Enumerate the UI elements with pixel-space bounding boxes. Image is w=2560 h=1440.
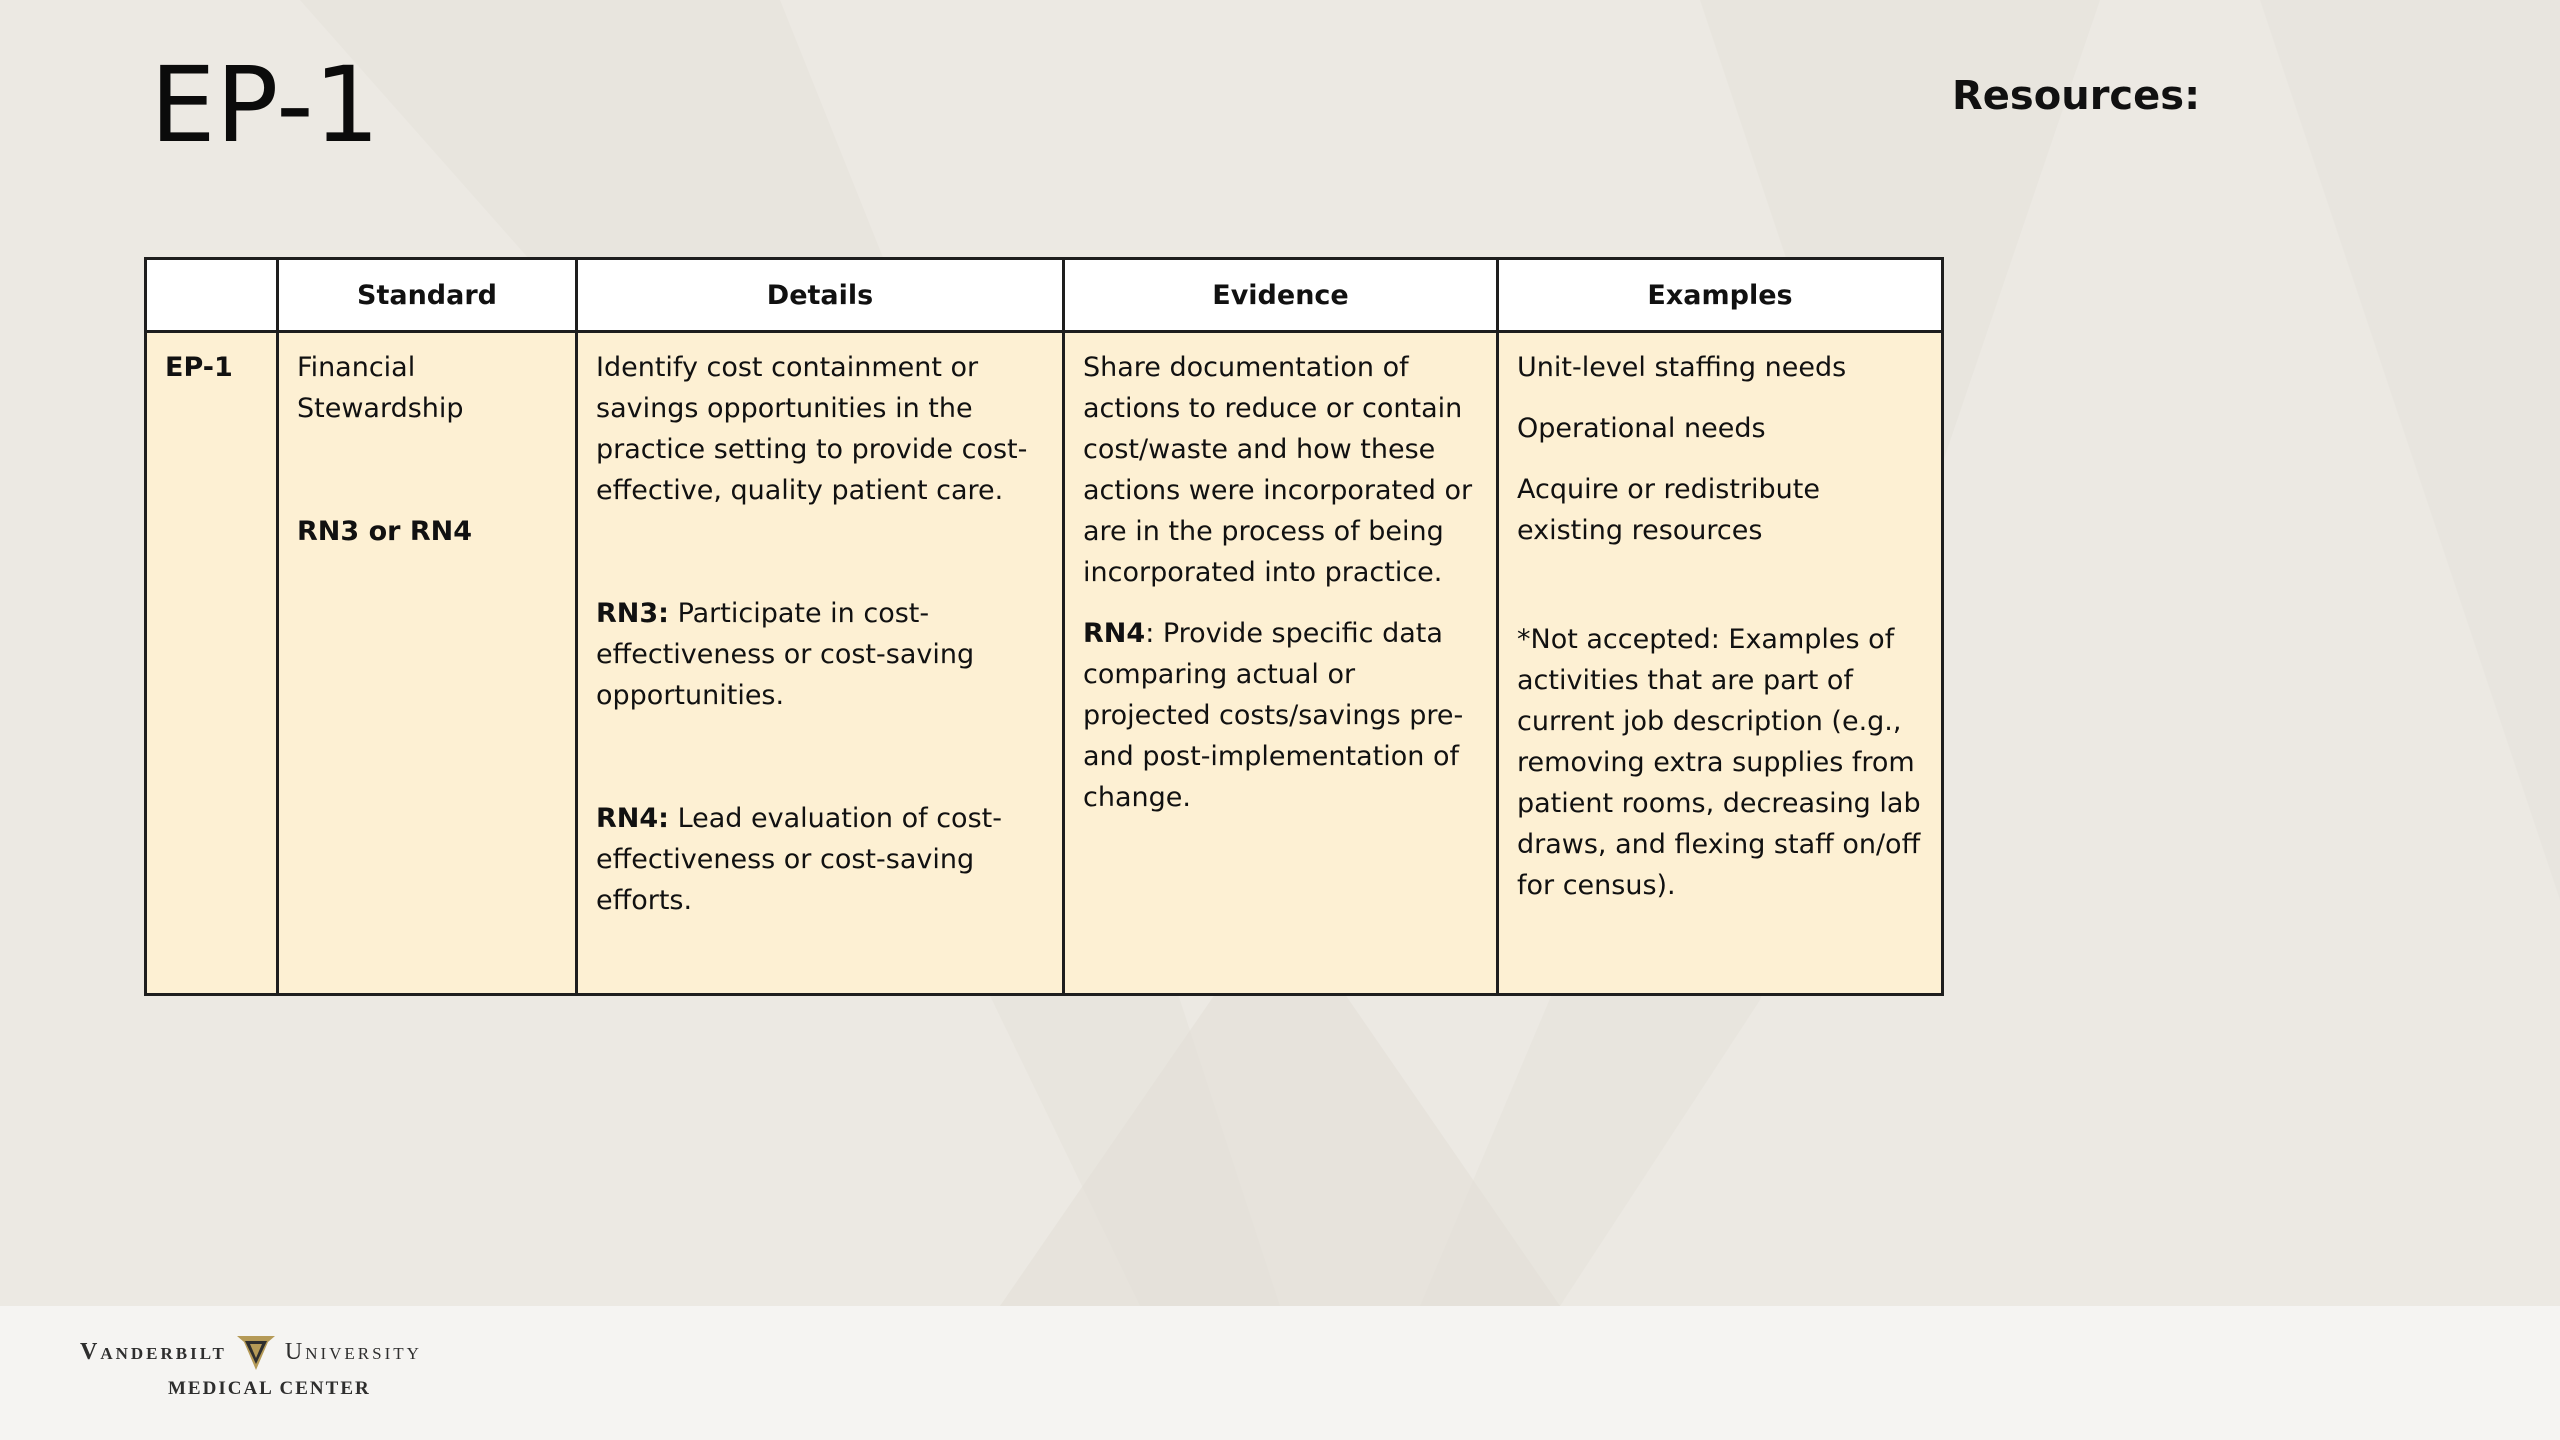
- table-header-row: [146, 259, 1943, 332]
- evidence-intro: Share documentation of actions to reduce or contain cost/waste and how these actions were incorporated or are in the process of being incorporated into practice.: [1083, 352, 1473, 588]
- examples-not-accepted: *Not accepted: Examples of activities that are part of current job description (e.g., removing extra supplies from patient rooms, decreasing lab draws, and flexing staff on/off for census).: [1517, 624, 1921, 901]
- ep-standards-table: [144, 257, 1944, 996]
- details-rn4: [596, 798, 1046, 921]
- logo-medical-center: MEDICAL CENTER: [168, 1378, 371, 1399]
- cell-details: [577, 332, 1064, 995]
- standard-level: RN3 or RN4: [297, 516, 473, 547]
- example-item: Operational needs: [1517, 413, 1766, 444]
- standard-name-line2: Stewardship: [297, 393, 464, 424]
- example-item: Unit-level staffing needs: [1517, 352, 1847, 383]
- resources-label: Resources:: [1952, 73, 2201, 119]
- vanderbilt-logo: [80, 1330, 460, 1410]
- standard-name-line1: Financial: [297, 352, 416, 383]
- evidence-rn4-text: : Provide specific data comparing actual or projected costs/savings pre- and post-implementation of change.: [1083, 618, 1464, 813]
- details-rn4-text: Lead evaluation of cost-effectiveness or cost-saving efforts.: [596, 803, 1002, 916]
- details-intro: Identify cost containment or savings opportunities in the practice setting to provide cost-effective, quality patient care.: [596, 352, 1028, 506]
- evidence-rn4: [1083, 613, 1480, 818]
- evidence-rn4-label: RN4: [1083, 618, 1146, 649]
- header-examples: Examples: [1498, 259, 1943, 332]
- logo-word-university: University: [284, 1338, 422, 1365]
- header-details: Details: [577, 259, 1064, 332]
- cell-code: [146, 332, 278, 995]
- cell-evidence: [1064, 332, 1498, 995]
- cell-standard: [278, 332, 577, 995]
- header-code: [146, 259, 278, 332]
- logo-word-vanderbilt: Vanderbilt: [80, 1338, 227, 1365]
- header-evidence: Evidence: [1064, 259, 1498, 332]
- row-code: EP-1: [165, 352, 233, 383]
- header-standard: Standard: [278, 259, 577, 332]
- details-rn3-text: Participate in cost-effectiveness or cost-saving opportunities.: [596, 598, 975, 711]
- oak-leaf-v-icon: [235, 1332, 277, 1372]
- example-item: Acquire or redistribute existing resources: [1517, 474, 1820, 546]
- details-rn4-label: RN4:: [596, 803, 669, 834]
- slide-title: EP-1: [150, 44, 380, 166]
- details-rn3: [596, 593, 1046, 716]
- cell-examples: [1498, 332, 1943, 995]
- table-row: [146, 332, 1943, 995]
- details-rn3-label: RN3:: [596, 598, 669, 629]
